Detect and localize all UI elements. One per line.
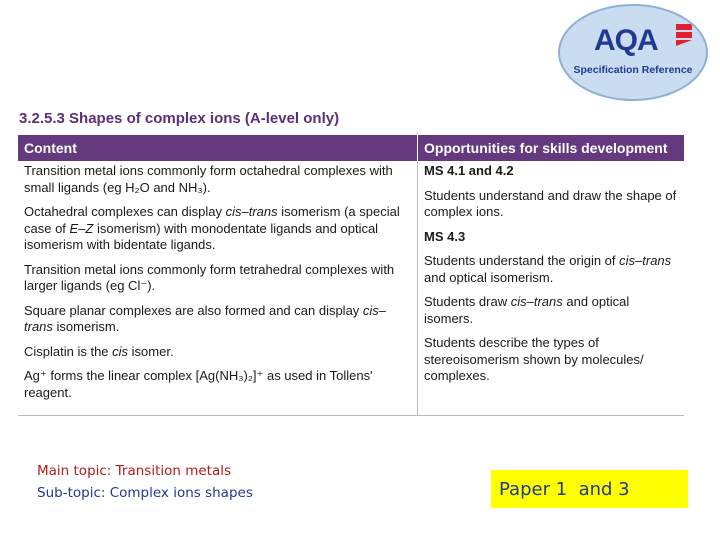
- content-item: Cisplatin is the cis isomer.: [24, 343, 174, 359]
- content-item: Transition metal ions commonly form octahedral complexes with small ligands (eg H₂O and NH₃).: [24, 163, 393, 195]
- aqa-logo-mark-icon: [674, 22, 694, 46]
- column-header-content: Content: [18, 135, 418, 161]
- skills-item: Students draw cis–trans and optical isomers.: [424, 294, 630, 326]
- skills-heading: MS 4.3: [424, 228, 466, 244]
- specification-reference-badge: [558, 4, 708, 101]
- skills-heading: MS 4.1 and 4.2: [424, 163, 514, 178]
- table-header-row: [18, 135, 684, 161]
- skills-item: Students describe the types of stereoisomerism shown by molecules/ complexes.: [424, 335, 644, 383]
- topic-info: [37, 460, 253, 504]
- content-cell: [18, 161, 418, 416]
- column-header-skills: Opportunities for skills development: [418, 135, 685, 161]
- skills-cell: [418, 161, 685, 416]
- skills-item: Students understand and draw the shape of complex ions.: [424, 187, 677, 219]
- specification-table: [18, 135, 684, 416]
- table-row: [18, 161, 684, 416]
- content-item: Transition metal ions commonly form tetrahedral complexes with larger ligands (eg Cl⁻).: [24, 261, 395, 293]
- content-item: Octahedral complexes can display cis–trans isomerism (a special case of E–Z isomerism) with monodentate ligands and optical isomerism with bidentate ligands.: [24, 204, 400, 252]
- content-item: Square planar complexes are also formed and can display cis–trans isomerism.: [24, 302, 387, 334]
- main-topic-label: Main topic: Transition metals: [37, 463, 232, 479]
- paper-label: Paper 1 and 3: [491, 470, 688, 508]
- section-title: 3.2.5.3 Shapes of complex ions (A-level only): [19, 110, 340, 127]
- content-item: Ag⁺ forms the linear complex [Ag(NH₃)₂]⁺ as used in Tollens' reagent.: [24, 368, 373, 400]
- sub-topic-label: Sub-topic: Complex ions shapes: [37, 485, 253, 501]
- specification-reference-label: Specification Reference: [573, 64, 693, 76]
- skills-item: Students understand the origin of cis–trans and optical isomerism.: [424, 253, 672, 285]
- aqa-logo: AQA: [594, 24, 658, 57]
